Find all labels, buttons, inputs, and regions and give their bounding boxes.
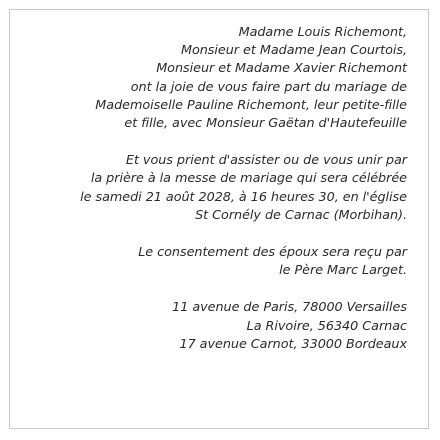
family-line: Monsieur et Madame Xavier Richemont — [156, 61, 407, 77]
family-line: Monsieur et Madame Jean Courtois, — [180, 43, 407, 59]
invitation-block — [17, 152, 407, 225]
invitation-card — [9, 9, 429, 429]
announce-line: Mademoiselle Pauline Richemont, leur petite-fille — [95, 97, 407, 113]
invitation-line: St Cornély de Carnac (Morbihan). — [195, 207, 407, 223]
invitation-line: le samedi 21 août 2028, à 16 heures 30, en l'église — [80, 189, 407, 205]
officiant-line: le Père Marc Larget. — [279, 263, 407, 279]
announce-line: ont la joie de vous faire part du mariage de — [130, 79, 407, 95]
invitation-line: Et vous prient d'assister ou de vous unir par — [125, 153, 407, 169]
address-line: 11 avenue de Paris, 78000 Versailles — [172, 300, 407, 316]
address-block — [17, 299, 407, 354]
officiant-line: Le consentement des époux sera reçu par — [138, 245, 407, 261]
officiant-block — [17, 244, 407, 280]
announce-line: et fille, avec Monsieur Gaëtan d'Hautefeuille — [124, 116, 407, 132]
invitation-line: la prière à la messe de mariage qui sera célébrée — [90, 171, 407, 187]
address-line: La Rivoire, 56340 Carnac — [246, 318, 407, 334]
announcement-block — [17, 24, 407, 133]
address-line: 17 avenue Carnot, 33000 Bordeaux — [179, 336, 407, 352]
family-line: Madame Louis Richemont, — [238, 25, 407, 40]
invitation-text — [17, 24, 407, 354]
